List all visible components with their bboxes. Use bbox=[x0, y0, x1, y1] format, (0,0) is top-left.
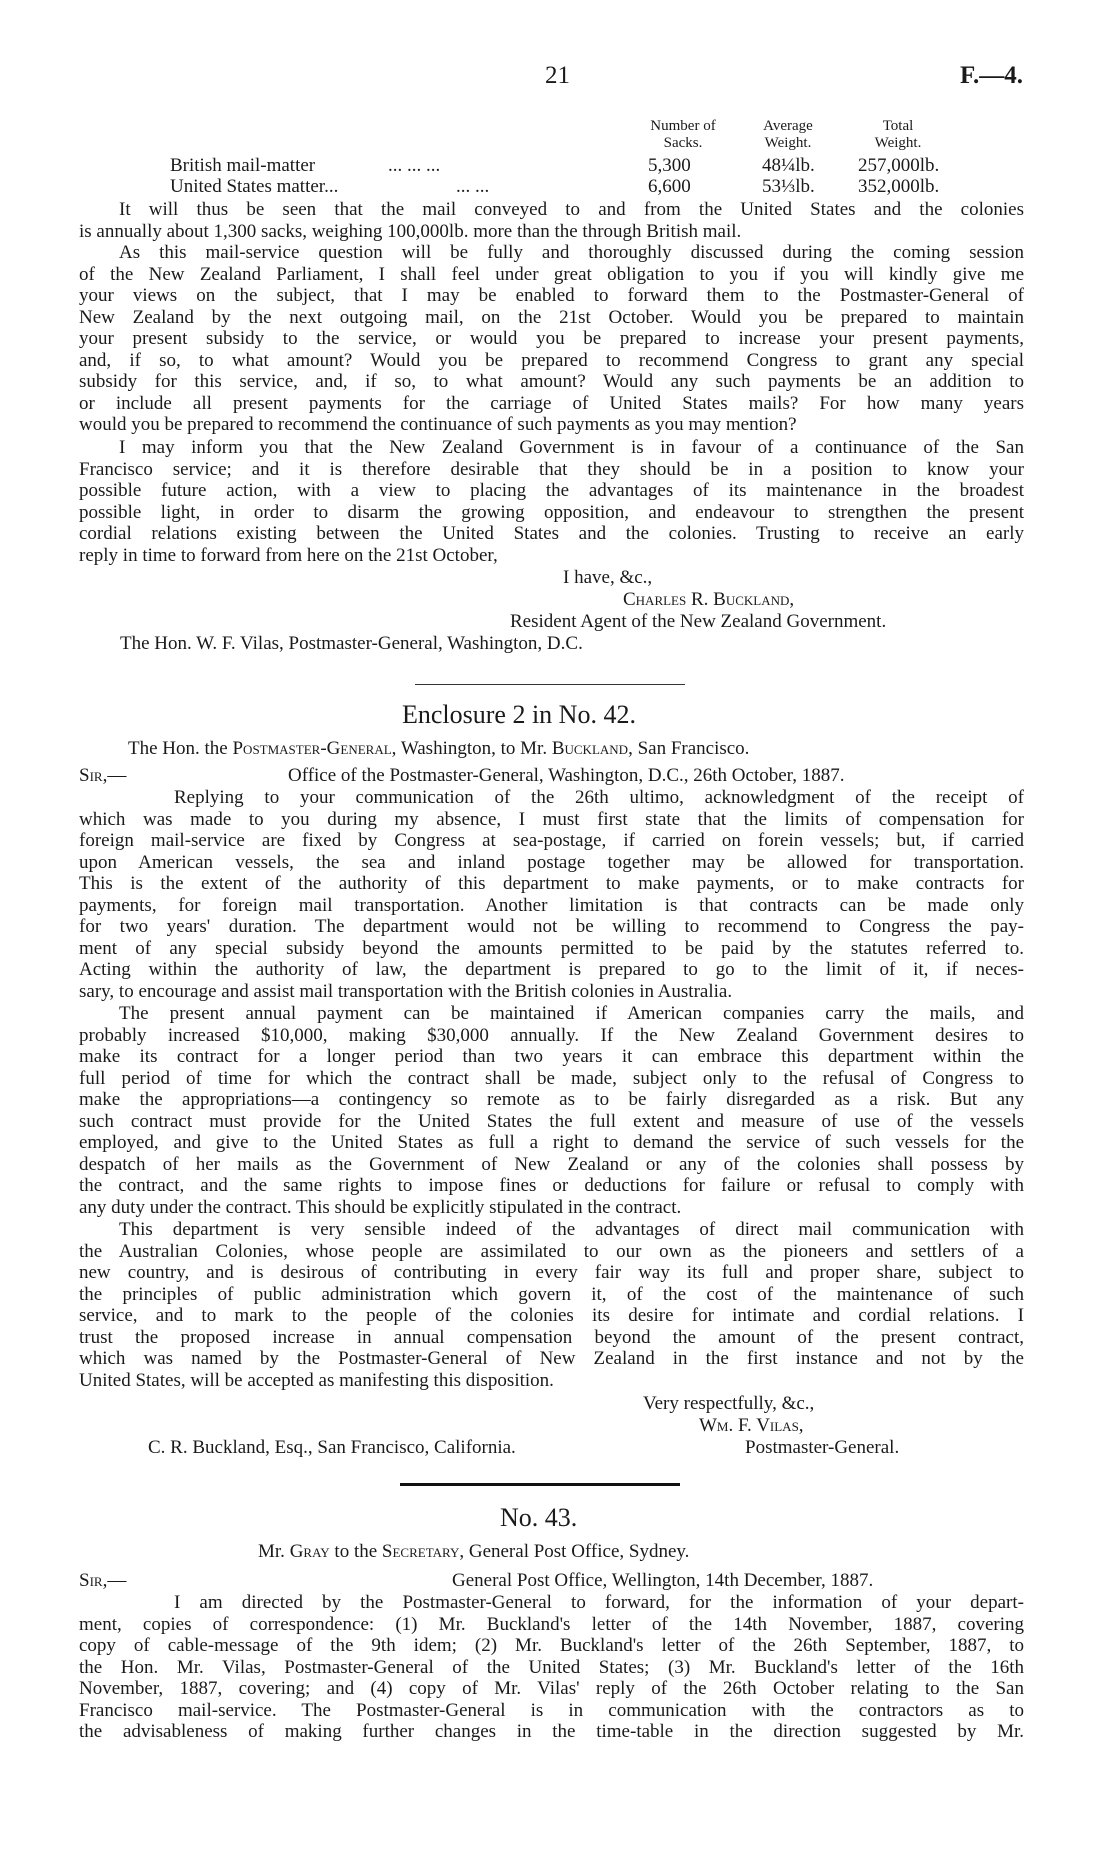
text-line: I am directed by the Postmaster-General to forward, for the information of your depart- bbox=[174, 1592, 1024, 1613]
text-line: full period of time for which the contract shall be made, subject only to the refusal of Congress to bbox=[79, 1067, 1024, 1089]
table-header-total-text: Total Weight. bbox=[874, 118, 922, 151]
table-header-average bbox=[748, 118, 828, 152]
no43-subheading-e: , General Post Office, Sydney. bbox=[459, 1541, 690, 1562]
text-line: the principles of public administration which govern it, of the cost of the maintenance of such bbox=[79, 1283, 1024, 1305]
text-line: the contract, and the same rights to impose fines or deductions for failure or refusal to comply with bbox=[79, 1175, 1024, 1197]
text-line: is annually about 1,300 sacks, weighing 100,000lb. more than the through British mail. bbox=[79, 220, 742, 242]
table-row-leader: ... ... ... bbox=[388, 155, 441, 176]
no43-subheading-c: to the bbox=[329, 1541, 382, 1562]
text-line: This is the extent of the authority of this department to make payments, or to make contracts for bbox=[79, 873, 1024, 895]
enclosure-signature-title: Postmaster-General. bbox=[745, 1437, 900, 1458]
text-line: your present subsidy to the service, or would you be prepared to increase your present payments, bbox=[79, 328, 1024, 350]
text-line: As this mail-service question will be fully and thoroughly discussed during the coming session bbox=[119, 242, 1024, 263]
no43-dateline: General Post Office, Wellington, 14th December, 1887. bbox=[452, 1570, 874, 1591]
text-line: which was named by the Postmaster-General of New Zealand in the first instance and not by the bbox=[79, 1348, 1024, 1370]
text-line: New Zealand by the next outgoing mail, on the 21st October. Would you be prepared to maintain bbox=[79, 306, 1024, 328]
text-line: Acting within the authority of law, the department is prepared to go to the limit of it, if neces- bbox=[79, 959, 1024, 981]
enclosure-paragraph-3 bbox=[79, 1219, 1024, 1391]
text-line: November, 1887, covering; and (4) copy of Mr. Vilas' reply of the 26th October relating to the San bbox=[79, 1678, 1024, 1700]
no43-salutation: Sir,— bbox=[79, 1570, 127, 1591]
enclosure-addressee: C. R. Buckland, Esq., San Francisco, California. bbox=[148, 1437, 516, 1458]
text-line: new country, and is desirous of contributing in every fair way its full and proper share, subject to bbox=[79, 1262, 1024, 1284]
enclosure-subheading-d: Buckland bbox=[551, 738, 629, 759]
text-line: the Australian Colonies, whose people are assimilated to our own as the pioneers and settlers of a bbox=[79, 1240, 1024, 1262]
enclosure-paragraph-2 bbox=[79, 1003, 1024, 1218]
enclosure-subheading-a: The Hon. the bbox=[128, 738, 233, 759]
table-row-average: 48¼lb. bbox=[762, 155, 815, 176]
letter1-addressee: The Hon. W. F. Vilas, Postmaster-General, Washington, D.C. bbox=[120, 633, 583, 654]
text-line: subsidy for this service, and, if so, to what amount? Would any such payments be an addition to bbox=[79, 371, 1024, 393]
text-line: payments, for foreign mail transportation. Another limitation is that contracts can be made only bbox=[79, 894, 1024, 916]
text-line: I may inform you that the New Zealand Government is in favour of a continuance of the San bbox=[119, 437, 1024, 458]
text-line: for two years' duration. The department would not be willing to recommend to Congress the pay- bbox=[79, 916, 1024, 938]
text-line: the advisableness of making further changes in the time-table in the direction suggested by Mr. bbox=[79, 1721, 1024, 1743]
no43-paragraph bbox=[79, 1592, 1024, 1743]
table-row-leader: ... ... bbox=[456, 176, 490, 197]
text-line: and, if so, to what amount? Would you be prepared to recommend Congress to grant any special bbox=[79, 349, 1024, 371]
text-line: upon American vessels, the sea and inland postage together may be allowed for transportation. bbox=[79, 851, 1024, 873]
enclosure-subheading bbox=[128, 738, 749, 760]
table-row-label: British mail-matter bbox=[170, 155, 316, 176]
text-line: or include all present payments for the carriage of United States mails? For how many years bbox=[79, 392, 1024, 414]
letter1-signature: Charles R. Buckland, bbox=[623, 589, 795, 610]
page-number: 21 bbox=[545, 62, 570, 89]
text-line: probably increased $10,000, making $30,000 annually. If the New Zealand Government desires to bbox=[79, 1024, 1024, 1046]
text-line: United States, will be accepted as manifesting this disposition. bbox=[79, 1369, 554, 1391]
enclosure-subheading-e: , San Francisco. bbox=[628, 738, 750, 759]
text-line: make its contract for a longer period than two years it can embrace this department within the bbox=[79, 1046, 1024, 1068]
text-line: your views on the subject, that I may be enabled to forward them to the Postmaster-General of bbox=[79, 285, 1024, 307]
text-line: possible light, in order to disarm the growing opposition, and endeavour to strengthen the present bbox=[79, 501, 1024, 523]
text-line: make the appropriations—a contingency so remote as to be fairly disregarded as a risk. But any bbox=[79, 1089, 1024, 1111]
enclosure-heading: Enclosure 2 in No. 42. bbox=[402, 700, 636, 729]
text-line: ment, copies of correspondence: (1) Mr. Buckland's letter of the 14th November, 1887, covering bbox=[79, 1613, 1024, 1635]
text-line: ment of any special subsidy beyond the amounts permitted to be paid by the statutes referred to. bbox=[79, 937, 1024, 959]
text-line: sary, to encourage and assist mail transportation with the British colonies in Australia. bbox=[79, 980, 733, 1002]
letter1-paragraph-1 bbox=[79, 199, 1024, 242]
text-line: despatch of her mails as the Government of New Zealand or any of the colonies shall possess by bbox=[79, 1153, 1024, 1175]
document-id: F.—4. bbox=[960, 62, 1023, 89]
text-line: any duty under the contract. This should be explicitly stipulated in the contract. bbox=[79, 1196, 682, 1218]
section-divider bbox=[400, 1483, 680, 1486]
text-line: It will thus be seen that the mail conveyed to and from the United States and the colonies bbox=[119, 199, 1024, 220]
text-line: Francisco service; and it is therefore desirable that they should be in a position to know your bbox=[79, 458, 1024, 480]
letter1-paragraph-2 bbox=[79, 242, 1024, 436]
text-line: foreign mail-service are fixed by Congress at sea-postage, if carried on forein vessels; but, if carried bbox=[79, 830, 1024, 852]
table-header-sacks-text: Number of Sacks. bbox=[650, 118, 716, 151]
text-line: possible future action, with a view to placing the advantages of its maintenance in the broadest bbox=[79, 480, 1024, 502]
text-line: copy of cable-message of the 9th idem; (2) Mr. Buckland's letter of the 26th September, 1887, to bbox=[79, 1635, 1024, 1657]
text-line: would you be prepared to recommend the continuance of such payments as you may mention? bbox=[79, 414, 797, 436]
text-line: which was made to you during my absence, I must first state that the limits of compensation for bbox=[79, 808, 1024, 830]
enclosure-closing: Very respectfully, &c., bbox=[643, 1393, 815, 1414]
table-row-sacks: 6,600 bbox=[648, 176, 691, 197]
letter1-closing: I have, &c., bbox=[563, 567, 653, 588]
text-line: such contract must provide for the United States the full extent and measure of use of the vessels bbox=[79, 1110, 1024, 1132]
table-row-average: 53⅓lb. bbox=[762, 176, 815, 197]
no43-subheading-d: Secretary bbox=[381, 1541, 460, 1562]
table-header-sacks bbox=[633, 118, 733, 152]
text-line: of the New Zealand Parliament, I shall feel under great obligation to you if you will kindly give me bbox=[79, 263, 1024, 285]
table-row-label: United States matter... bbox=[170, 176, 339, 197]
table-header-average-text: Average Weight. bbox=[763, 118, 813, 151]
table-row-total: 257,000lb. bbox=[858, 155, 940, 176]
enclosure-subheading-b: Postmaster-General bbox=[232, 738, 392, 759]
letter1-signature-title: Resident Agent of the New Zealand Government. bbox=[510, 611, 887, 632]
table-row-sacks: 5,300 bbox=[648, 155, 691, 176]
enclosure-subheading-c: , Washington, to Mr. bbox=[391, 738, 552, 759]
enclosure-dateline: Office of the Postmaster-General, Washington, D.C., 26th October, 1887. bbox=[288, 765, 845, 786]
text-line: employed, and give to the United States as full a right to demand the service of such vessels for the bbox=[79, 1132, 1024, 1154]
text-line: the Hon. Mr. Vilas, Postmaster-General of the United States; (3) Mr. Buckland's letter of the 16th bbox=[79, 1656, 1024, 1678]
text-line: service, and to mark to the people of the colonies its desire for intimate and cordial relations. I bbox=[79, 1305, 1024, 1327]
letter1-paragraph-3 bbox=[79, 437, 1024, 566]
table-row-total: 352,000lb. bbox=[858, 176, 940, 197]
text-line: Francisco mail-service. The Postmaster-General is in communication with the contractors as to bbox=[79, 1699, 1024, 1721]
text-line: trust the proposed increase in annual compensation beyond the amount of the present contract, bbox=[79, 1326, 1024, 1348]
enclosure-salutation: Sir,— bbox=[79, 765, 127, 786]
text-line: reply in time to forward from here on the 21st October, bbox=[79, 544, 498, 566]
no43-heading: No. 43. bbox=[500, 1503, 578, 1532]
text-line: Replying to your communication of the 26th ultimo, acknowledgment of the receipt of bbox=[174, 787, 1024, 808]
text-line: The present annual payment can be maintained if American companies carry the mails, and bbox=[119, 1003, 1024, 1024]
enclosure-paragraph-1 bbox=[79, 787, 1024, 1002]
no43-subheading-a: Mr. bbox=[258, 1541, 290, 1562]
text-line: This department is very sensible indeed of the advantages of direct mail communication with bbox=[119, 1219, 1024, 1240]
section-divider bbox=[415, 684, 685, 685]
text-line: cordial relations existing between the United States and the colonies. Trusting to receive an early bbox=[79, 523, 1024, 545]
table-header-total bbox=[848, 118, 948, 152]
no43-subheading-b: Gray bbox=[289, 1541, 330, 1562]
enclosure-signature: Wm. F. Vilas, bbox=[699, 1415, 804, 1436]
no43-subheading bbox=[258, 1541, 689, 1563]
